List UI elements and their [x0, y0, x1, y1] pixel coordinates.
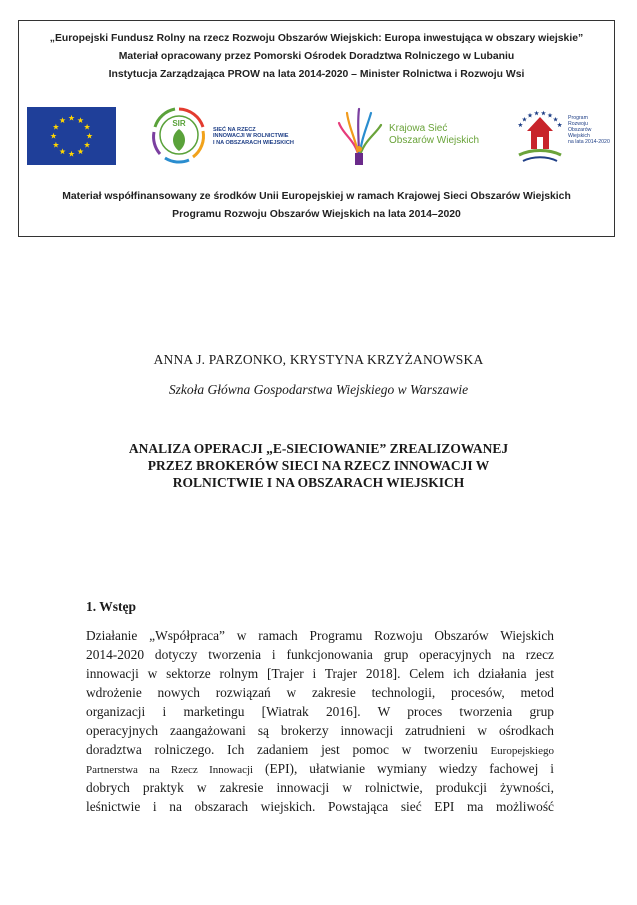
- section-heading: 1. Wstęp: [86, 599, 137, 614]
- prow-text-line-4: Wiejskich: [568, 133, 590, 139]
- body-line-9: dobrych praktyk w zakresie innowacji w rolnictwie, produkcji żywności,: [86, 780, 554, 795]
- prow-logo: [513, 105, 611, 167]
- prow-star-icon: [557, 122, 562, 127]
- ksow-logo: [335, 105, 495, 167]
- prow-star-icon: [541, 111, 546, 116]
- prow-star-icon: [528, 113, 533, 118]
- authors: ANNA J. PARZONKO, KRYSTYNA KRZYŻANOWSKA: [153, 352, 484, 367]
- cofinancing-line-2: Programu Rozwoju Obszarów Wiejskich na lata 2014–2020: [172, 209, 461, 220]
- prow-emblem-icon: [513, 105, 567, 167]
- header-box: [18, 20, 615, 237]
- sir-emblem-icon: [151, 105, 207, 167]
- body-line-5: organizacji i marketingu [Wiatrak 2016]. W proces tworzenia grup: [86, 704, 554, 719]
- affiliation: Szkoła Główna Gospodarstwa Wiejskiego w Warszawie: [168, 382, 469, 397]
- prow-star-icon: [518, 122, 523, 127]
- prow-text-line-2: Rozwoju: [568, 121, 588, 127]
- body-line-6: operacyjnych zaangażowani są brokerzy innowacji zatrudnieni w ośrodkach: [86, 723, 554, 738]
- header-line-3: Instytucja Zarządzająca PROW na lata 2014-2020 – Minister Rolnictwa i Rozwoju Wsi: [108, 69, 525, 80]
- sir-text-line-1: SIEĆ NA RZECZ: [213, 127, 256, 133]
- title-line-1: ANALIZA OPERACJI „E-SIECIOWANIE” ZREALIZOWANEJ: [128, 441, 509, 456]
- body-line-2: 2014-2020 dotyczy tworzenia i funkcjonowania grup operacyjnych na rzecz: [86, 647, 554, 662]
- body-line-7: [86, 742, 554, 761]
- sir-text-line-3: I NA OBSZARACH WIEJSKICH: [213, 139, 294, 146]
- cofinancing-line-1: Materiał współfinansowany ze środków Unii Europejskiej w ramach Krajowej Sieci Obszarów Wiejskich: [62, 191, 571, 202]
- prow-star-icon: [534, 111, 539, 116]
- eu-flag-logo: [27, 107, 116, 165]
- body-line-10: leśnictwie i na obszarach wiejskich. Powstająca sieć EPI ma możliwość: [86, 799, 554, 814]
- body-line-4: wdrożenie nowych rozwiązań w zakresie technologii, procesów, metod: [86, 685, 554, 700]
- body-line-8-tail: (EPI), ułatwianie wymiany wiedzy fachowej i: [265, 761, 554, 776]
- prow-star-icon: [553, 117, 558, 122]
- prow-star-icon: [548, 113, 553, 118]
- sir-logo: [151, 105, 301, 167]
- body-line-8: [86, 761, 554, 780]
- prow-text-line-5: na lata 2014-2020: [568, 139, 610, 145]
- body-line-1: Działanie „Współpraca” w ramach Programu Rozwoju Obszarów Wiejskich: [86, 628, 554, 643]
- prow-text-line-1: Program: [568, 115, 588, 121]
- header-line-1: „Europejski Fundusz Rolny na rzecz Rozwoju Obszarów Wiejskich: Europa inwestująca w obszary wiejskie”: [49, 33, 584, 44]
- sir-badge-text: SIR: [172, 119, 186, 128]
- ksow-text-line-2: Obszarów Wiejskich: [389, 135, 480, 146]
- body-paragraph: [86, 628, 554, 818]
- ksow-text-line-1: Krajowa Sieć: [389, 123, 448, 134]
- prow-star-icon: [522, 117, 527, 122]
- body-line-8-head: Partnerstwa na Rzecz Innowacji: [86, 764, 254, 776]
- body-line-7-main: doradztwa rolniczego. Ich zadaniem jest pomoc w tworzeniu: [86, 742, 478, 757]
- body-line-3: innowacji w sektorze rolnym [Trajer i Trajer 2018]. Celem ich działania jest: [86, 666, 554, 681]
- header-line-2: Materiał opracowany przez Pomorski Ośrodek Doradztwa Rolniczego w Lubaniu: [118, 51, 515, 62]
- body-line-7-tail: Europejskiego: [490, 745, 554, 757]
- ksow-plant-icon: [335, 105, 387, 167]
- title-line-3: ROLNICTWIE I NA OBSZARACH WIEJSKICH: [172, 475, 465, 490]
- prow-text-line-3: Obszarów: [568, 127, 592, 133]
- paper-title: [0, 440, 637, 491]
- title-line-2: PRZEZ BROKERÓW SIECI NA RZECZ INNOWACJI W: [147, 458, 490, 473]
- sir-text-line-2: INNOWACJI W ROLNICTWIE: [213, 133, 289, 140]
